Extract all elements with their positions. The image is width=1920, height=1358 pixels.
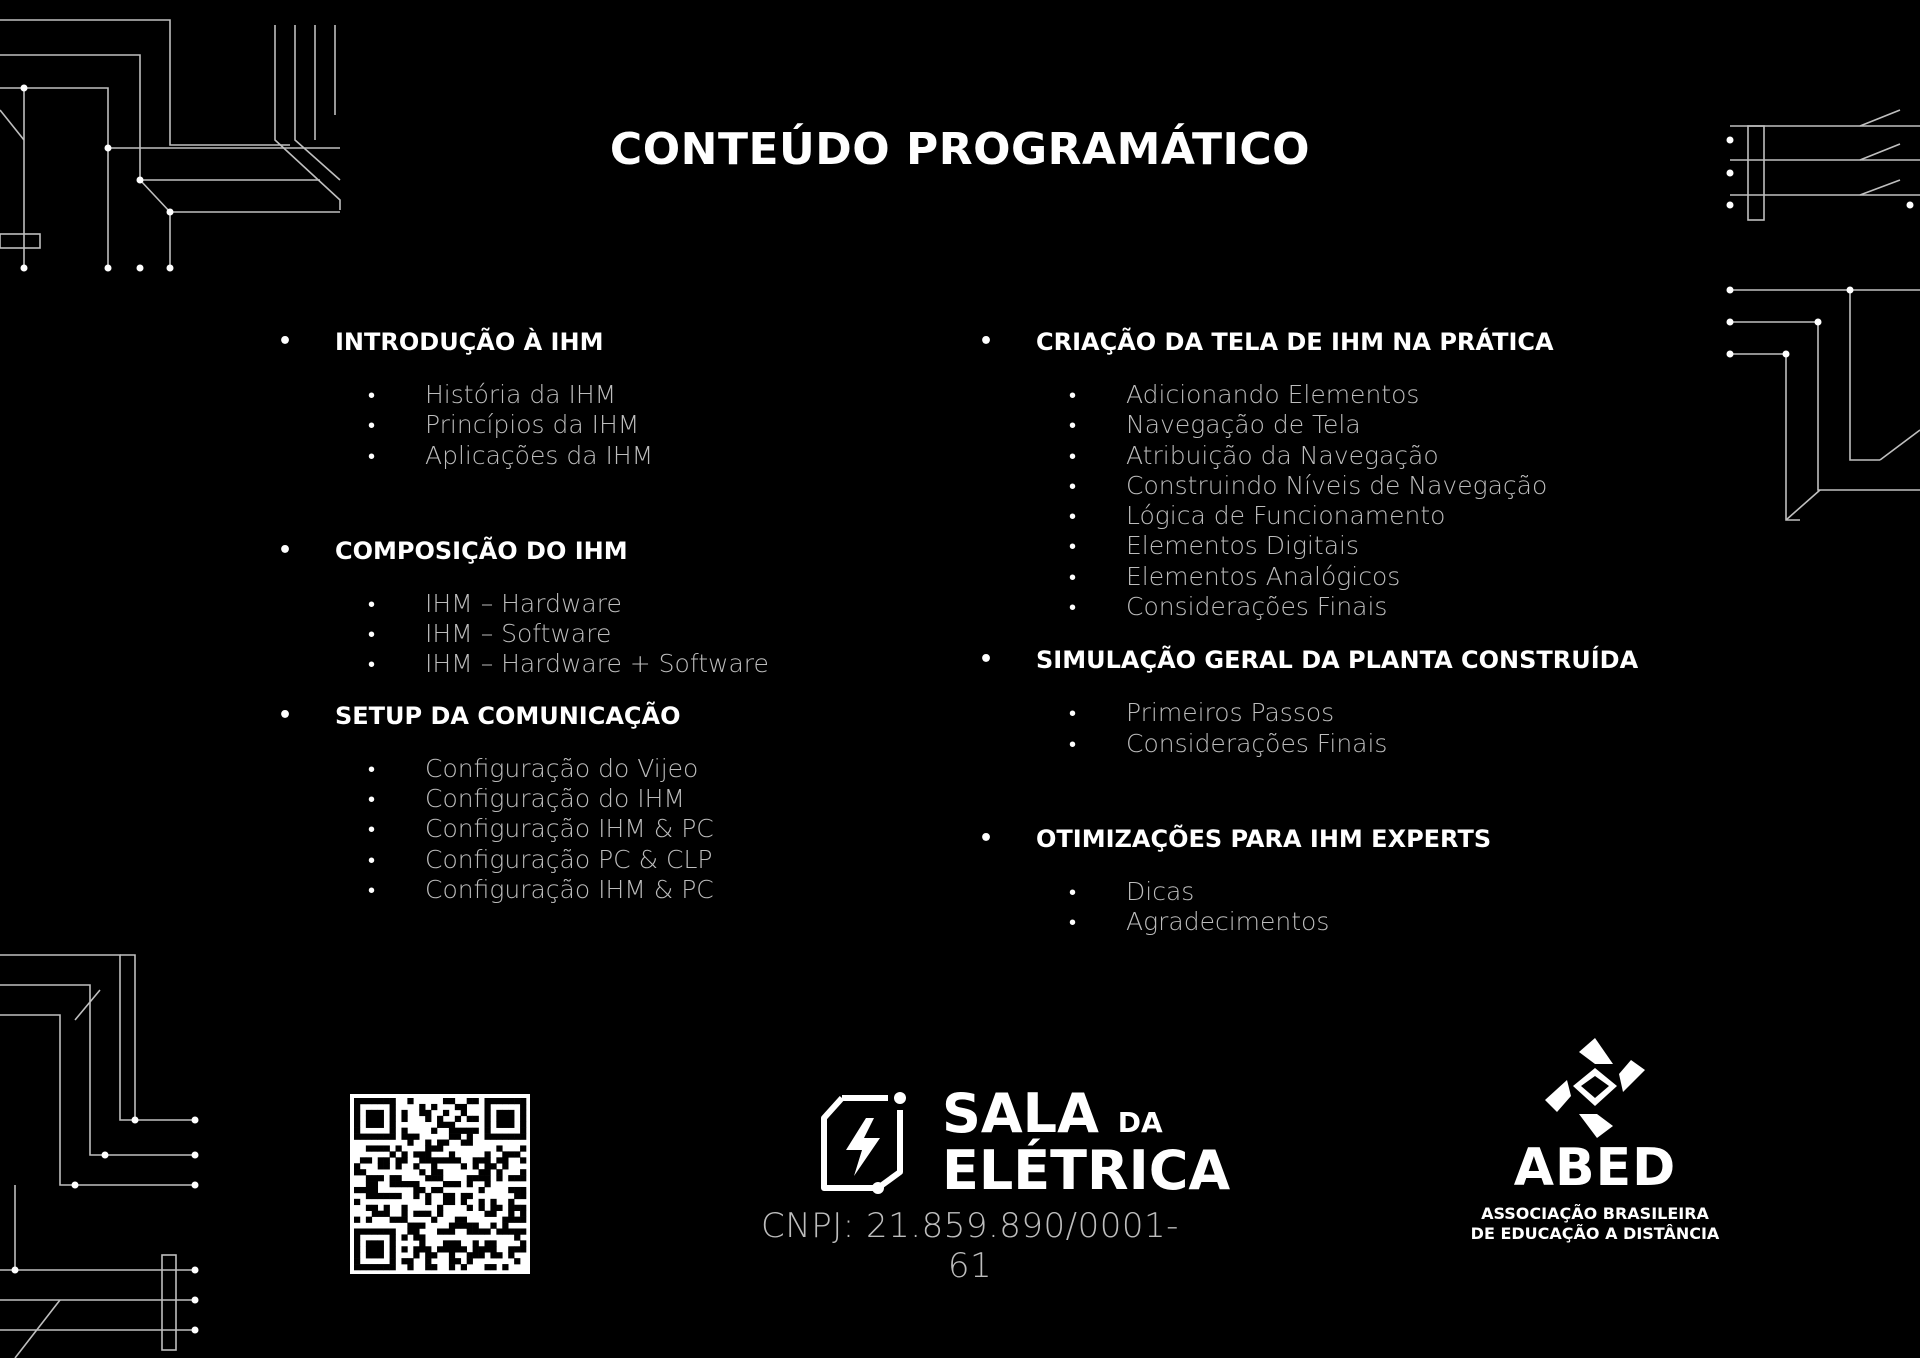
section <box>278 529 918 680</box>
list-item: • Configuração IHM & PC <box>368 814 918 844</box>
section <box>278 320 918 471</box>
section-items <box>979 698 1699 759</box>
list-item: • História da IHM <box>368 380 918 410</box>
list-item: • Aplicações da IHM <box>368 441 918 471</box>
section-items <box>979 877 1699 938</box>
section-items <box>979 380 1699 622</box>
list-item: • IHM – Hardware <box>368 589 918 619</box>
qr-code <box>350 1094 530 1274</box>
section-heading: • COMPOSIÇÃO DO IHM <box>278 529 918 573</box>
list-item: • Considerações Finais <box>1069 592 1699 622</box>
list-item: • Elementos Digitais <box>1069 531 1699 561</box>
list-item: • Agradecimentos <box>1069 907 1699 937</box>
list-item: • Navegação de Tela <box>1069 410 1699 440</box>
section <box>979 817 1699 938</box>
brand-name: SALA DA ELÉTRICA <box>942 1082 1231 1202</box>
list-item: • Adicionando Elementos <box>1069 380 1699 410</box>
section-heading: • INTRODUÇÃO À IHM <box>278 320 918 364</box>
list-item: • Primeiros Passos <box>1069 698 1699 728</box>
section-items <box>278 754 918 905</box>
section-items <box>278 589 918 680</box>
cnpj-text: CNPJ: 21.859.890/0001-61 <box>761 1206 1179 1286</box>
list-item: • Considerações Finais <box>1069 729 1699 759</box>
list-item: • Configuração do IHM <box>368 784 918 814</box>
list-item: • Princípios da IHM <box>368 410 918 440</box>
section-heading: • SIMULAÇÃO GERAL DA PLANTA CONSTRUÍDA <box>979 638 1699 682</box>
section <box>979 320 1699 622</box>
section <box>979 638 1699 759</box>
list-item: • Configuração IHM & PC <box>368 875 918 905</box>
abed-logo <box>1430 1034 1760 1244</box>
section-heading: • CRIAÇÃO DA TELA DE IHM NA PRÁTICA <box>979 320 1699 364</box>
left-column <box>278 320 918 905</box>
list-item: • Elementos Analógicos <box>1069 562 1699 592</box>
list-item: • Configuração PC & CLP <box>368 845 918 875</box>
list-item: • IHM – Hardware + Software <box>368 649 918 679</box>
list-item: • Construindo Níveis de Navegação <box>1069 471 1699 501</box>
abed-subtitle: ASSOCIAÇÃO BRASILEIRA DE EDUCAÇÃO A DISTÂNCIA <box>1470 1204 1720 1243</box>
list-item: • Dicas <box>1069 877 1699 907</box>
section-heading: • SETUP DA COMUNICAÇÃO <box>278 694 918 738</box>
abed-emblem-icon <box>1535 1034 1655 1144</box>
section-heading: • OTIMIZAÇÕES PARA IHM EXPERTS <box>979 817 1699 861</box>
page-title: CONTEÚDO PROGRAMÁTICO <box>609 124 1311 175</box>
list-item: • IHM – Software <box>368 619 918 649</box>
section <box>278 694 918 905</box>
list-item: • Lógica de Funcionamento <box>1069 501 1699 531</box>
list-item: • Atribuição da Navegação <box>1069 441 1699 471</box>
lightning-bolt-icon <box>818 1088 918 1198</box>
right-column <box>979 320 1699 938</box>
abed-name: ABED <box>1513 1138 1677 1198</box>
list-item: • Configuração do Vijeo <box>368 754 918 784</box>
sala-da-eletrica-logo <box>818 1082 1231 1202</box>
section-items <box>278 380 918 471</box>
